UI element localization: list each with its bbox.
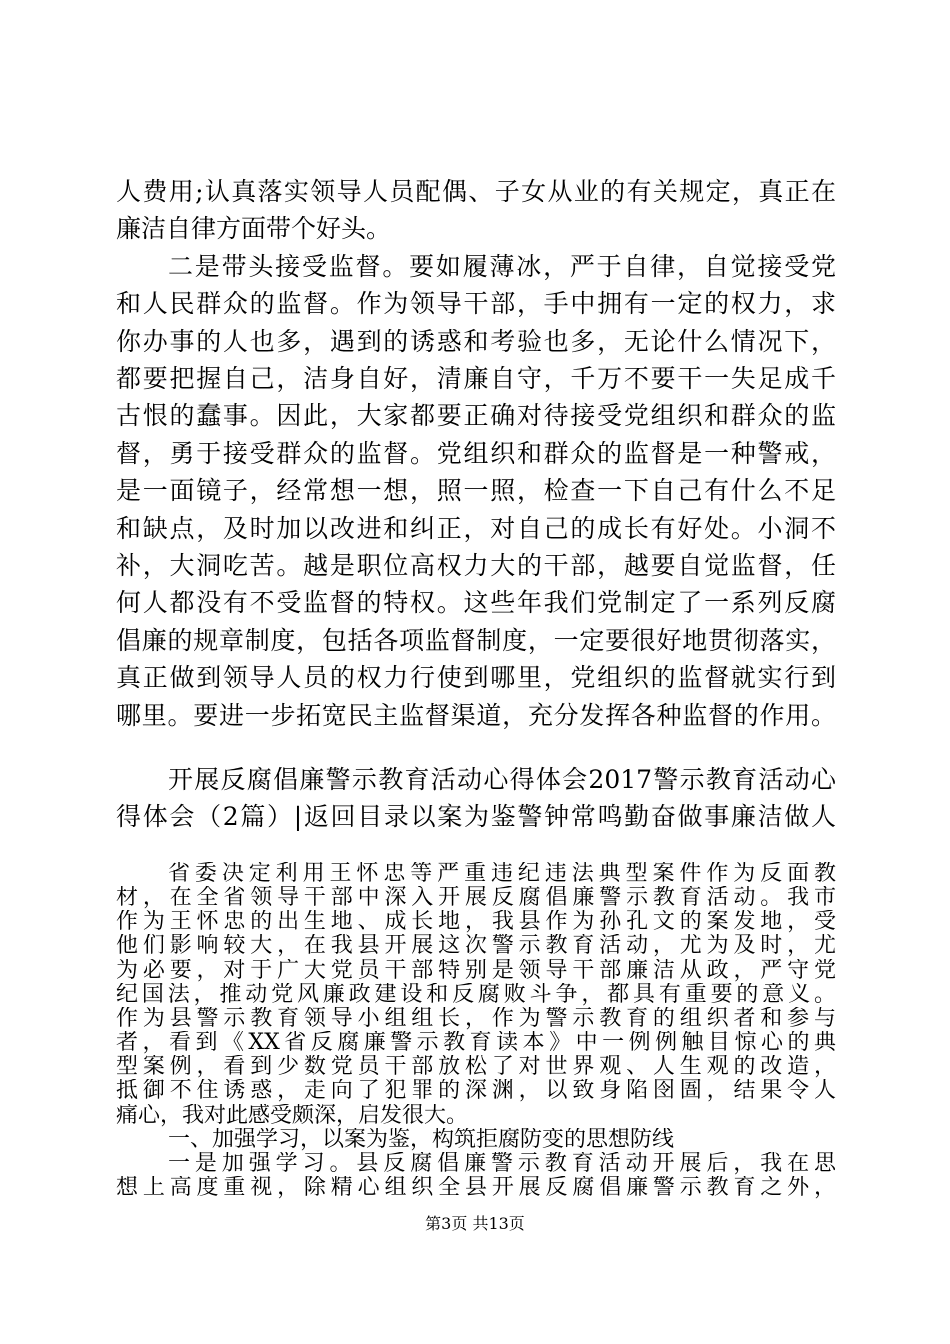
- paragraph-line: 倡廉的规章制度，包括各项监督制度，一定要很好地贯彻落实，: [116, 626, 836, 655]
- paragraph-line: 真正做到领导人员的权力行使到哪里，党组织的监督就实行到: [116, 663, 836, 692]
- paragraph-line: 型案例，看到少数党员干部放松了对世界观、人生观的改造，: [116, 1055, 836, 1079]
- paragraph-line: 他们影响较大，在我县开展这次警示教育活动，尤为及时，尤: [116, 934, 836, 958]
- paragraph-line: 材，在全省领导干部中深入开展反腐倡廉警示教育活动。我市: [116, 886, 836, 910]
- paragraph-line: 督，勇于接受群众的监督。党组织和群众的监督是一种警戒，: [116, 439, 836, 468]
- paragraph-line: 人费用;认真落实领导人员配偶、子女从业的有关规定，真正在: [116, 177, 836, 206]
- section-title-line: 得体会（2篇）|返回目录以案为鉴警钟常鸣勤奋做事廉洁做人: [116, 802, 836, 831]
- paragraph-line: 一、加强学习，以案为鉴，构筑拒腐防变的思想防线: [168, 1128, 675, 1152]
- paragraph-line: 纪国法，推动党风廉政建设和反腐败斗争，都具有重要的意义。: [116, 983, 836, 1007]
- paragraph-line: 你办事的人也多，遇到的诱惑和考验也多，无论什么情况下，: [116, 327, 836, 356]
- paragraph-line: 作为县警示教育领导小组组长，作为警示教育的组织者和参与: [116, 1007, 836, 1031]
- paragraph-line: 何人都没有不受监督的特权。这些年我们党制定了一系列反腐: [116, 588, 836, 617]
- paragraph-line: 廉洁自律方面带个好头。: [116, 214, 392, 243]
- section-title-line: 开展反腐倡廉警示教育活动心得体会2017警示教育活动心: [168, 765, 836, 794]
- paragraph-line: 哪里。要进一步拓宽民主监督渠道，充分发挥各种监督的作用。: [116, 701, 836, 730]
- paragraph-line: 古恨的蠢事。因此，大家都要正确对待接受党组织和群众的监: [116, 401, 836, 430]
- page-number-footer: 第3页 共13页: [425, 1214, 525, 1233]
- paragraph-line: 二是带头接受监督。要如履薄冰，严于自律，自觉接受党: [168, 252, 836, 281]
- paragraph-line: 为必要，对于广大党员干部特别是领导干部廉洁从政，严守党: [116, 959, 836, 983]
- paragraph-line: 补，大洞吃苦。越是职位高权力大的干部，越要自觉监督，任: [116, 551, 836, 580]
- paragraph-line: 抵御不住诱惑，走向了犯罪的深渊，以致身陷囹圄，结果令人: [116, 1079, 836, 1103]
- paragraph-line: 作为王怀忠的出生地、成长地，我县作为孙孔文的案发地，受: [116, 910, 836, 934]
- paragraph-line: 一是加强学习。县反腐倡廉警示教育活动开展后，我在思: [168, 1152, 836, 1176]
- paragraph-line: 和人民群众的监督。作为领导干部，手中拥有一定的权力，求: [116, 289, 836, 318]
- paragraph-line: 想上高度重视，除精心组织全县开展反腐倡廉警示教育之外，: [116, 1176, 836, 1200]
- paragraph-line: 是一面镜子，经常想一想，照一照，检查一下自己有什么不足: [116, 476, 836, 505]
- paragraph-line: 省委决定利用王怀忠等严重违纪违法典型案件作为反面教: [168, 862, 836, 886]
- paragraph-line: 痛心，我对此感受颇深，启发很大。: [116, 1104, 469, 1128]
- paragraph-line: 者，看到《XX省反腐廉警示教育读本》中一例例触目惊心的典: [116, 1031, 836, 1055]
- paragraph-line: 都要把握自己，洁身自好，清廉自守，千万不要干一失足成千: [116, 364, 836, 393]
- paragraph-line: 和缺点，及时加以改进和纠正，对自己的成长有好处。小洞不: [116, 514, 836, 543]
